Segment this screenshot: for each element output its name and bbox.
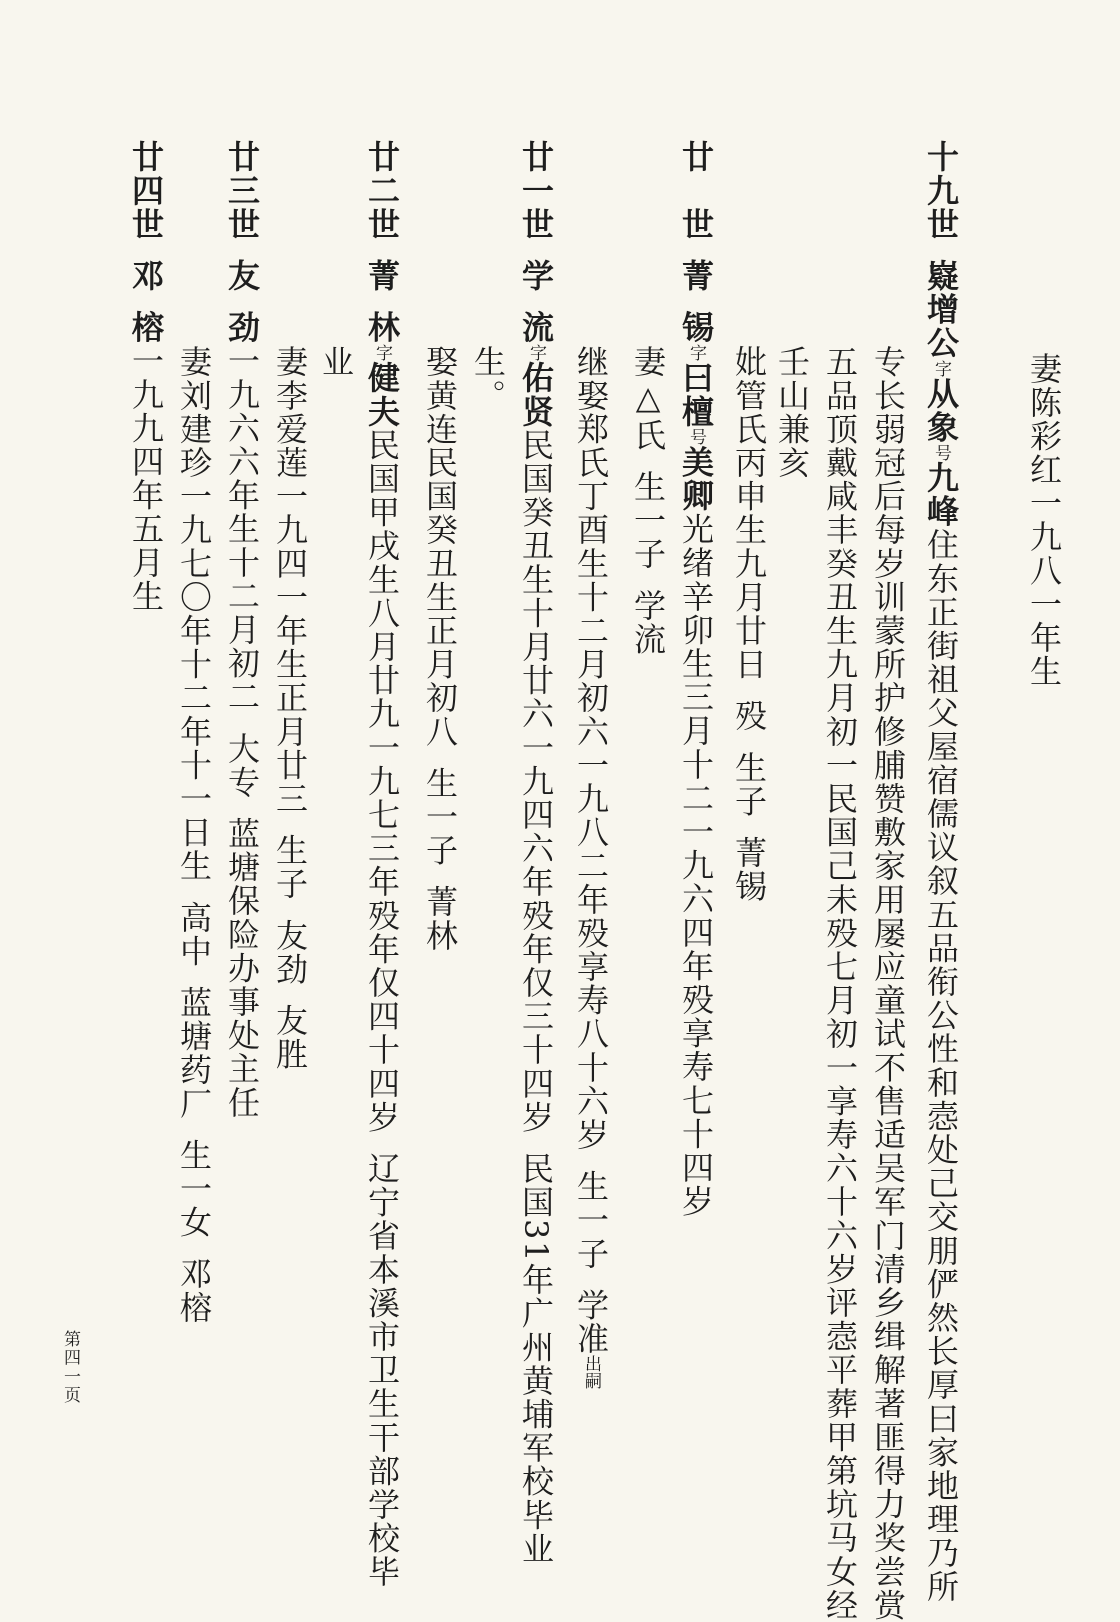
bold-heading-text: 友 (223, 258, 261, 293)
bold-heading-text: 曰檀 (677, 361, 715, 429)
small-annotation: 字 (526, 344, 546, 362)
body-text: 生子 (271, 833, 309, 901)
body-text: 大专 (223, 731, 261, 799)
bold-heading-text: 廿二世 (363, 140, 401, 241)
column-c16 (223, 140, 261, 1120)
body-text: 继娶郑氏丁酉生十二月初六一九八二年殁享寿八十六岁 (572, 345, 610, 1152)
body-text: 菁锡 (730, 835, 768, 904)
bold-heading-text: 廿 世 (677, 140, 715, 241)
column-c13 (317, 345, 355, 379)
bold-heading-text: 佑贤 (517, 361, 555, 429)
column-c10 (517, 140, 555, 1566)
bold-heading-text: 林 (363, 310, 401, 345)
body-text: 一九六六年生十二月初二 (223, 344, 261, 714)
body-text: 业 (317, 345, 355, 379)
body-text: 生。 (469, 345, 507, 413)
body-text: 生一子 (572, 1169, 610, 1271)
bold-heading-text: 九峰 (922, 460, 960, 529)
column-c03 (869, 345, 907, 1622)
bold-heading-text: 流 (517, 310, 555, 345)
body-text: 妻△氏 (629, 345, 667, 452)
small-annotation: 字 (372, 344, 392, 362)
small-annotation: 字 (931, 359, 951, 377)
column-c04 (821, 345, 859, 1622)
column-c11 (469, 345, 507, 413)
column-c18 (127, 140, 165, 613)
bold-heading-text: 十九世 (922, 140, 960, 241)
body-text: 五品顶戴咸丰癸丑生九月初一民国己未殁七月初一享寿六十六岁评悫平葬甲第坑马女经 (821, 345, 859, 1622)
body-text: 妣管氏丙申生九月廿日 (730, 345, 768, 681)
body-text: 辽宁省本溪市卫生干部学校毕 (363, 1151, 401, 1589)
column-c05 (773, 345, 811, 480)
bold-heading-text: 菁 (677, 258, 715, 293)
body-text: 光绪辛卯生三月十二一九六四年殁享寿七十四岁 (677, 512, 715, 1219)
body-text: 娶黄连民国癸丑生正月初八 (421, 345, 459, 749)
body-text: 民国甲戌生八月廿九一九七三年殁年仅四十四岁 (363, 428, 401, 1134)
small-annotation: 号 (686, 428, 706, 446)
small-annotation: 号 (931, 443, 951, 461)
bold-heading-text: 锡 (677, 310, 715, 345)
column-c01 (1025, 352, 1063, 688)
body-text: 生一女 (175, 1138, 213, 1240)
body-text: 生一子 (421, 766, 459, 868)
body-text: 蓝塘保险办事处主任 (223, 816, 261, 1120)
body-text: 壬山兼亥 (773, 345, 811, 480)
body-text: 高中 (175, 900, 213, 968)
bold-heading-text: 菁 (363, 258, 401, 293)
body-text: 一九九四年五月生 (127, 344, 165, 613)
body-text: 生一子 (629, 469, 667, 571)
body-text: 友劲 (271, 918, 309, 986)
bold-heading-text: 邓 (127, 258, 165, 293)
body-text: 民国31年广州黄埔军校毕业 (517, 1151, 555, 1566)
body-text: 民国癸丑生十月廿六一九四六年殁年仅三十四岁 (517, 428, 555, 1134)
body-text: 学流 (629, 588, 667, 656)
body-text: 殁 (730, 699, 768, 733)
column-c06 (730, 345, 768, 904)
bold-heading-text: 从象 (922, 376, 960, 444)
bold-heading-text: 健夫 (363, 361, 401, 429)
bold-heading-text: 劲 (223, 310, 261, 345)
small-annotation: 字 (686, 344, 706, 362)
body-text: 友胜 (271, 1003, 309, 1072)
bold-heading-text: 廿一世 (517, 140, 555, 241)
bold-heading-text: 廿三世 (223, 140, 261, 241)
column-c09 (572, 345, 610, 1390)
body-text: 妻陈彩红一九八一年生 (1025, 352, 1063, 688)
body-text: 专长弱冠后每岁训蒙所护修脯赞敷家用屡应童试不售适吴军门清乡缉解著匪得力奖尝赏 (869, 345, 907, 1622)
bold-heading-text: 学 (517, 258, 555, 293)
body-text: 邓榕 (175, 1257, 213, 1325)
body-text: 学准 (572, 1288, 610, 1356)
body-text: 蓝塘药厂 (175, 985, 213, 1121)
body-text: 妻李爱莲一九四一年生正月廿三 (271, 345, 309, 816)
column-c15 (271, 345, 309, 1072)
column-c14 (363, 140, 401, 1589)
body-text: 生子 (730, 750, 768, 818)
body-text: 菁林 (421, 885, 459, 953)
column-c12 (421, 345, 459, 953)
column-c17 (175, 345, 213, 1325)
bold-heading-text: 廿四世 (127, 140, 165, 241)
column-c02 (922, 140, 960, 1604)
bold-heading-text: 榕 (127, 310, 165, 345)
page-number: 第四一页 (60, 1330, 80, 1405)
column-c07 (677, 140, 715, 1219)
bold-heading-text: 美卿 (677, 445, 715, 513)
body-text: 妻刘建珍一九七〇年十二年十一日生 (175, 345, 213, 883)
column-c08 (629, 345, 667, 656)
bold-heading-text: 嶷增公 (922, 258, 960, 360)
small-annotation: 出嗣 (581, 1355, 601, 1390)
body-text: 住东正街祖父屋宿儒议叙五品衔公性和悫处己交朋俨然长厚曰家地理乃所 (922, 528, 960, 1604)
